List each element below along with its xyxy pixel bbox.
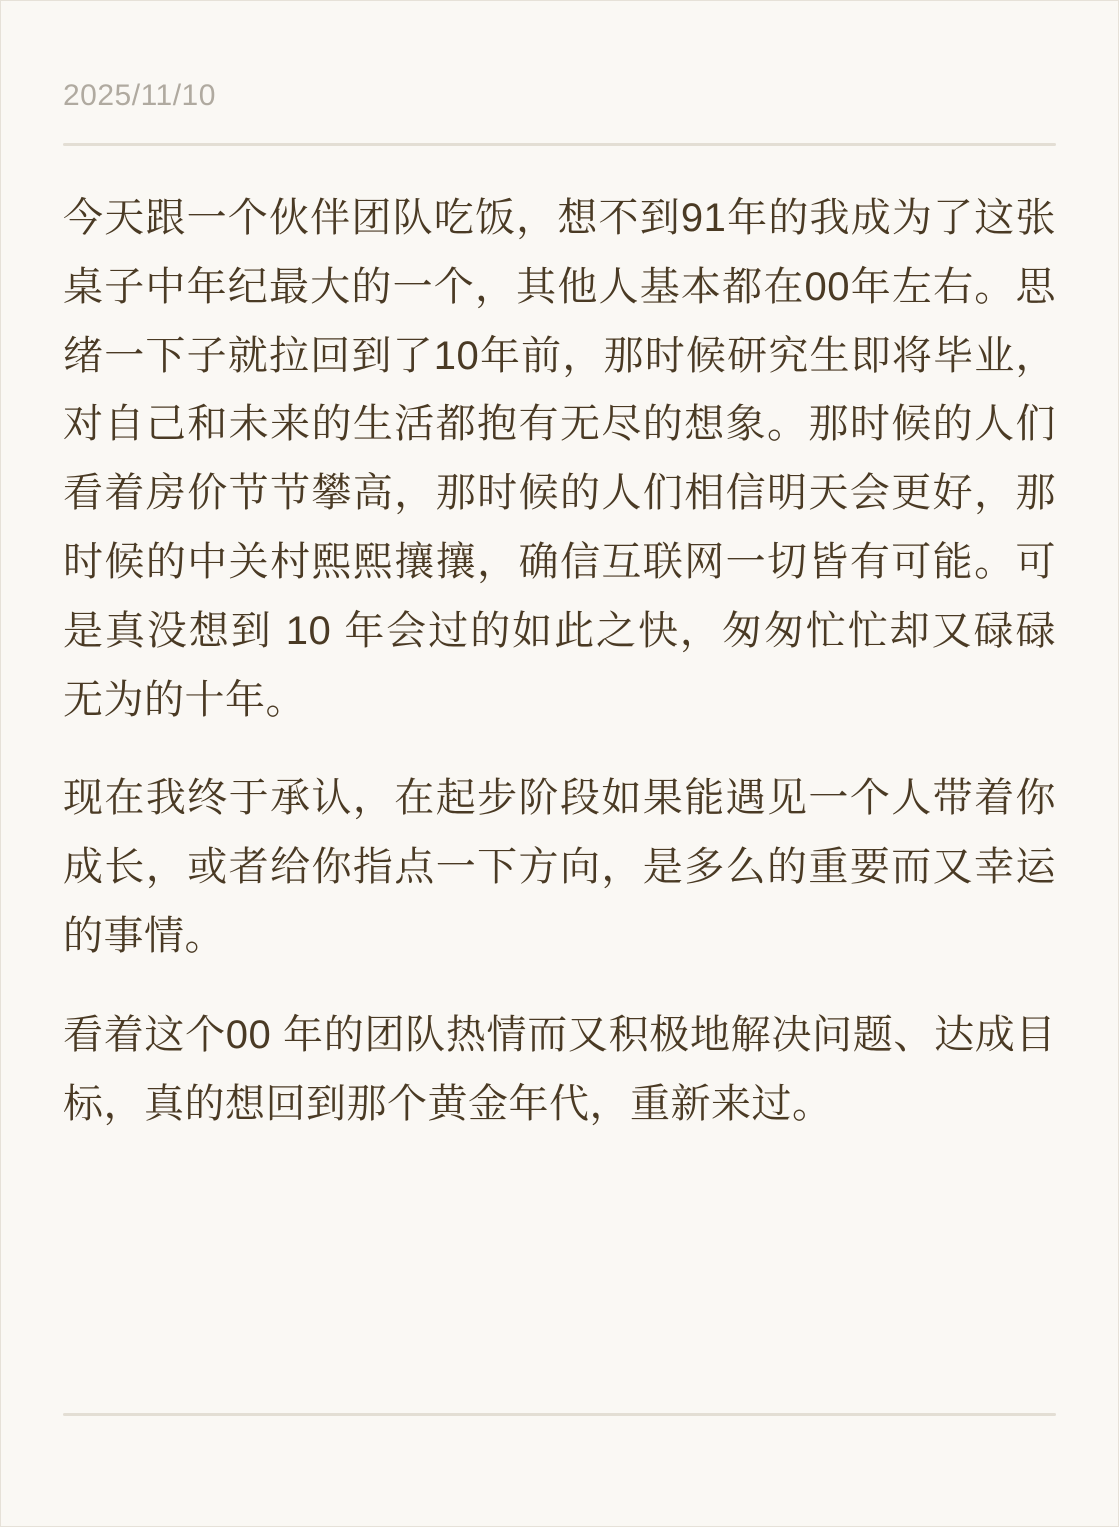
paragraph: 今天跟一个伙伴团队吃饭，想不到91年的我成为了这张桌子中年纪最大的一个，其他人基本都在00年左右。思绪一下子就拉回到了10年前，那时候研究生即将毕业，对自己和未来的生活都抱有无尽的想象。那时候的人们看着房价节节攀高，那时候的人们相信明天会更好，那时候的中关村熙熙攘攘，确信互联网一切皆有可能。可是真没想到 10 年会过的如此之快，匆匆忙忙却又碌碌无为的十年。	[63, 196, 1056, 722]
note-body	[63, 184, 1056, 1138]
divider-bottom	[63, 1413, 1056, 1416]
note-date: 2025/11/10	[63, 79, 216, 112]
paragraph: 现在我终于承认，在起步阶段如果能遇见一个人带着你成长，或者给你指点一下方向，是多么的重要而又幸运的事情。	[63, 776, 1056, 958]
divider-top	[63, 143, 1056, 146]
paragraph: 看着这个00 年的团队热情而又积极地解决问题、达成目标，真的想回到那个黄金年代，重新来过。	[63, 1012, 1056, 1126]
